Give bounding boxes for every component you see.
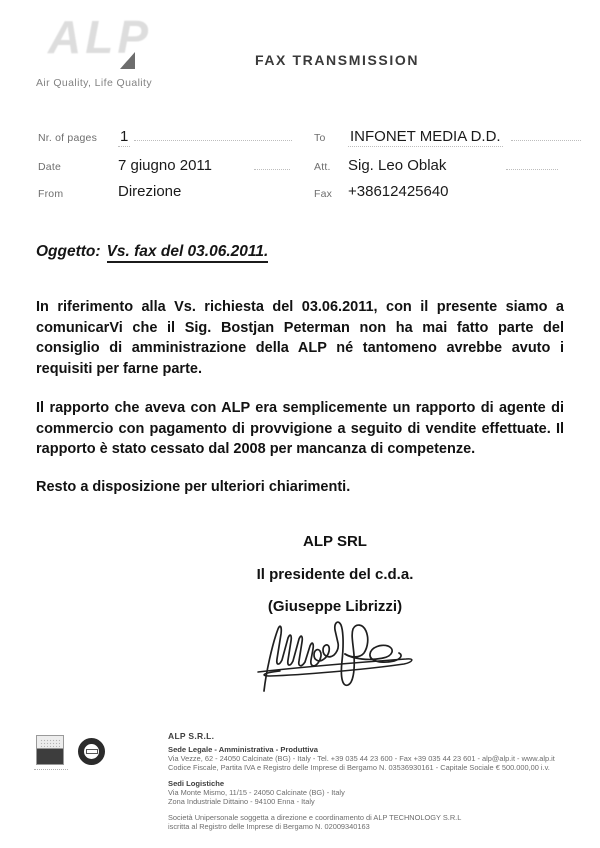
footer-hq-title: Sede Legale - Amministrativa - Produttiva (168, 745, 318, 754)
footer-fiscal-info: Codice Fiscale, Partita IVA e Registro delle Imprese di Bergamo N. 03536930161 - Capitale Sociale € 500.000,00 i.v. (168, 763, 550, 772)
field-label-pages: Nr. of pages (38, 132, 98, 144)
field-value-att: Sig. Leo Oblak (348, 156, 581, 174)
field-label-from: From (38, 188, 64, 200)
subject-value: Vs. fax del 03.06.2011. (107, 243, 269, 263)
field-label-to: To (314, 132, 326, 144)
closing-line: Resto a disposizione per ulteriori chiarimenti. (36, 479, 351, 495)
signature-role: Il presidente del c.d.a. (256, 566, 414, 583)
field-label-date: Date (38, 161, 61, 173)
stamp-caption (34, 768, 68, 770)
dotted-line (254, 156, 290, 170)
body-paragraph-2: Il rapporto che aveva con ALP era semplicemente un rapporto di agente di commercio con pagamento di provvigione a seguito di vendite effettuate. Il rapporto è stato cessato dal 2008 per mancanza di competenze. (36, 400, 564, 457)
signature-name: (Giuseppe Librizzi) (267, 598, 403, 615)
field-value-from: Direzione (118, 183, 182, 200)
certification-stamp-icon (36, 735, 64, 765)
alp-logo-word: ALP (48, 11, 152, 63)
letter-body (36, 297, 564, 460)
footer (168, 731, 588, 831)
seal-inner-label (86, 749, 98, 754)
subject-label: Oggetto: (36, 243, 101, 260)
field-label-att: Att. (314, 161, 331, 173)
footer-note-2: iscritta al Registro delle Imprese di Bergamo N. 02009340163 (168, 822, 370, 831)
dotted-line (511, 127, 581, 141)
dotted-line (134, 127, 292, 141)
body-paragraph-1: In riferimento alla Vs. richiesta del 03.06.2011, con il presente siamo a comunicarVi che il Sig. Bostjan Peterman non ha mai fatto parte del consiglio di amministrazione della ALP né tantomeno avrebbe avuto i requisiti per farne parte. (36, 299, 564, 377)
signature-company: ALP SRL (303, 533, 367, 550)
dotted-line (506, 156, 558, 170)
footer-logistics-address-1: Via Monte Mismo, 11/15 - 24050 Calcinate (BG) - Italy (168, 788, 345, 797)
page-title: FAX TRANSMISSION (254, 52, 420, 68)
field-value-pages: 1 (118, 127, 314, 147)
field-value-fax: +38612425640 (348, 183, 449, 200)
certification-seal-icon (78, 738, 105, 765)
subject-line (36, 243, 268, 261)
fax-header-fields (38, 127, 570, 200)
field-value-to: INFONET MEDIA D.D. (348, 127, 581, 147)
signature-block (150, 533, 520, 700)
footer-note-1: Società Unipersonale soggetta a direzione e coordinamento di ALP TECHNOLOGY S.R.L (168, 813, 462, 822)
footer-logistics-address-2: Zona Industriale Dittaino - 94100 Enna - Italy (168, 797, 315, 806)
footer-company-name: ALP S.R.L. (168, 731, 215, 741)
logo-tagline: Air Quality, Life Quality (36, 77, 153, 89)
field-value-date: 7 giugno 2011 (118, 156, 314, 174)
footer-logistics-title: Sedi Logistiche (168, 779, 225, 788)
handwritten-signature (252, 603, 422, 695)
field-label-fax: Fax (314, 188, 333, 200)
footer-hq-address: Via Vezze, 62 - 24050 Calcinate (BG) - Italy - Tel. +39 035 44 23 600 - Fax +39 035 44 23 601 - alp@alp.it - www.alp.it (168, 754, 555, 763)
alp-logo (36, 8, 186, 88)
